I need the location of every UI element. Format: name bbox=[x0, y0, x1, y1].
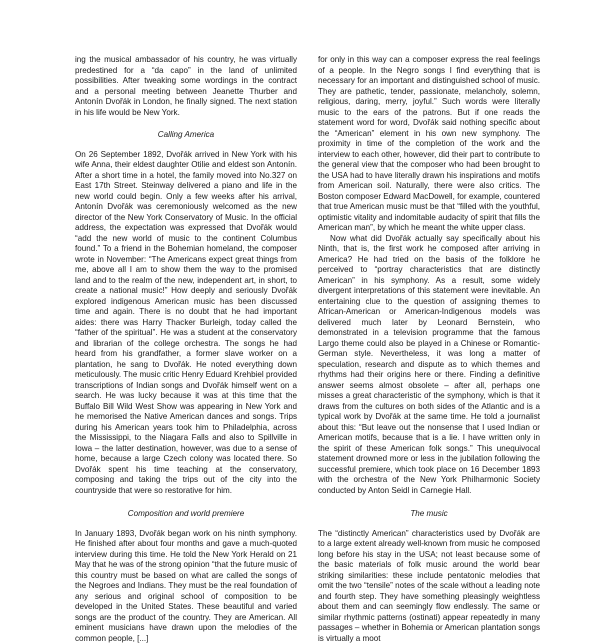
right-paragraph-2: Now what did Dvořák actually say specifically about his Ninth, that is, the first work he composed after arriving in America? He had tried on the basis of the folklore he perceived to “portray characteristics that are distinctly American” in his symphony. As a result, some widely divergent interpretations of this statement were inevitable. An entertaining clue to the question of assigning themes to African-American or American-Indigenous models was delivered much later by Leonard Bernstein, who demonstrated in a television programme that the famous Largo theme could also be played in a Chinese or Romantic-German style. Nevertheless, it was long a matter of speculation, research and dispute as to which themes and rhythms had their origins here or there. Finding a definitive answer seems almost obsolete – after all, perhaps one misses a great characteristic of the symphony, which is that it draws from the cultures on both sides of the Atlantic and is a typical work by Dvořák at the same time. He told a journalist about this: “But leave out the nonsense that I used Indian or American motifs, because that is a lie. I have written only in the spirit of these American folk songs.” This unequivocal statement drowned more or less in the jubilation following the successful premiere, which took place on 16 December 1893 with the orchestra of the New York Philharmonic Society conducted by Anton Seidl in Carnegie Hall. bbox=[318, 234, 540, 497]
left-column bbox=[75, 55, 297, 644]
left-paragraph-3: In January 1893, Dvořák began work on his ninth symphony. He finished after about four months and gave a much-quoted interview during this time. He told the New York Herald on 21 May that he was of the strong opinion “that the future music of this country must be based on what are called the songs of the Negroes and Indians. They must be the real foundation of any serious and original school of composition to be developed in the United States. These beautiful and varied songs are the product of the country. They are American. All eminent musicians have drawn upon the melodies of the common people, [...] bbox=[75, 529, 297, 644]
left-paragraph-1: ing the musical ambassador of his country, he was virtually predestined for a “da capo” in the land of unlimited possibilities. After tweaking some wordings in the contract and a personal meeting between Jeanette Thurber and Antonín Dvořák in London, he finally signed. The next station in his life would be New York. bbox=[75, 55, 297, 118]
right-column bbox=[318, 55, 540, 644]
section-heading-composition: Composition and world premiere bbox=[75, 509, 297, 520]
section-heading-the-music: The music bbox=[318, 509, 540, 520]
section-heading-calling-america: Calling America bbox=[75, 130, 297, 141]
right-paragraph-1: for only in this way can a composer express the real feelings of a people. In the Negro songs I find everything that is necessary for an important and distinguished school of music. They are pathetic, tender, passionate, melancholy, solemn, religious, daring, merry, joyful.” Such words were literally music to the ears of the patrons. But if one reads the statement word for word, Dvořák said nothing specific about the “American” element in his own new symphony. The proximity in time of the completion of the work and the interview to each other, however, did their part to contribute to the general view that the composer who had been brought to the USA had to have literally drawn his inspirations and motifs from American soil. Naturally, there were also critics. The Boston composer Edward MacDowell, for example, countered that true American music must be that “filled with the youthful, optimistic vitality and indomitable audacity of spirit that fills the American man”, by which he meant the white upper class. bbox=[318, 55, 540, 234]
left-paragraph-2: On 26 September 1892, Dvořák arrived in New York with his wife Anna, their eldest daughter Otilie and eldest son Antonín. After a short time in a hotel, the family moved into No.327 on East 17th Street. Steinway delivered a piano and life in the new world could begin. Only a few weeks after his arrival, Antonín Dvořák was ceremoniously welcomed as the new director of the New York Conservatory of Music. In the official address, the expectation was expressed that Dvořák would “add the new world of music to the continent Columbus found.” To a friend in the Bohemian homeland, the composer wrote in November: “The Americans expect great things from me, above all I am to show them the way to the promised land and to the realm of the new, independent art, in short, to create a national music!” How deeply and seriously Dvořák explored indigenous American music has been discussed time and again. There is no doubt that he had important aides: there was Harry Thacker Burleigh, today called the “father of the spiritual”. He was a student at the conservatory and librarian of the college orchestra. The songs he had heard from his grandfather, a former slave worker on a plantation, he sang to Dvořák. He noted everything down meticulously. The music critic Henry Eduard Krehbiel provided transcriptions of Indian songs and Dvořák himself went on a search. He was lucky because it was at this time that the Buffalo Bill Wild West Show was appearing in New York and he memorised the Native American dances and songs. Trips during his American years took him to Philadelphia, across the Mississippi, to the Niagara Falls and also to Spillville in Iowa – the latter destination, however, was due to a sense of home, because a large Czech colony was located there. So Dvořák spent his time teaching at the conservatory, composing and taking the trips out of the city into the countryside that were so restorative for him. bbox=[75, 150, 297, 497]
right-paragraph-3: The “distinctly American” characteristics used by Dvořák are to a large extent already well-known from music he composed long before his stay in the USA; not least because some of the basic materials of folk music around the world bear striking similarities: these include pentatonic melodies that omit the two “tensile” notes of the scale without a leading note and fourth step. They have something pleasingly weightless about them and can seemingly flow endlessly. The same or similar rhythmic patterns (ostinati) appear repeatedly in many passages – whether in Bohemia or American plantation songs is virtually a moot bbox=[318, 529, 540, 644]
